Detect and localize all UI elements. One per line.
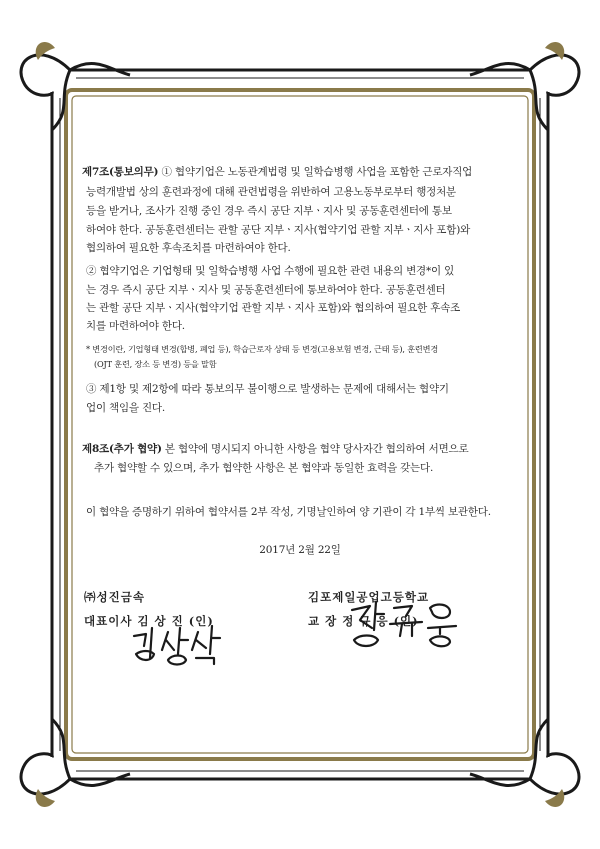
article7-para1-line: 하여야 한다. 공동훈련센터는 관할 공단 지부ㆍ지사(협약기업 관할 지부ㆍ지사 포함)와 (86, 224, 471, 236)
article8-line: 본 협약에 명시되지 아니한 사항을 협약 당사자간 협의하여 서면으로 (164, 443, 469, 455)
article7-para2-line: 치를 마련하여야 한다. (86, 320, 185, 332)
article7-para3-line: ③ 제1항 및 제2항에 따라 통보의무 불이행으로 발생하는 문제에 대해서는 협약기 (86, 383, 449, 395)
company-representative: 대표이사 김 상 진 (인) (84, 614, 214, 628)
article8-title: 제8조(추가 협약) (82, 443, 162, 455)
article7-para1-line: ① 협약기업은 노동관계법령 및 일학습병행 사업을 포함한 근로자직업 (161, 166, 473, 178)
agreement-date: 2017년 2월 22일 (259, 544, 341, 556)
article8-line-1 (82, 441, 468, 457)
article7-line-1 (82, 164, 472, 180)
article7-para2-line: 는 관할 공단 지부ㆍ지사(협약기업 관할 지부ㆍ지사 포함)와 협의하여 필요한 후속조 (86, 302, 461, 314)
company-name: ㈜성진금속 (84, 590, 145, 604)
article7-title: 제7조(통보의무) (82, 166, 159, 178)
article8-line: 추가 협약할 수 있으며, 추가 협약한 사항은 본 협약과 동일한 효력을 갖는다. (94, 462, 434, 474)
article7-para1-line: 협의하여 필요한 후속조치를 마련하여야 한다. (86, 242, 291, 254)
closing-statement: 이 협약을 증명하기 위하여 협약서를 2부 작성, 기명날인하여 양 기관이 각 1부씩 보관한다. (86, 506, 491, 518)
article7-para1-line: 등을 받거나, 조사가 진행 중인 경우 즉시 공단 지부ㆍ지사 및 공동훈련센터에 통보 (86, 205, 452, 217)
school-principal: 교 장 정 규 응 (인) (308, 614, 419, 628)
school-handwritten-signature (346, 596, 476, 652)
article7-para3-line: 업이 책임을 진다. (86, 402, 166, 414)
article7-para2-line: ② 협약기업은 기업형태 및 일학습병행 사업 수행에 필요한 관련 내용의 변경*이 있 (86, 265, 455, 277)
article7-note-line: (OJT 훈련, 장소 등 변경) 등을 말함 (94, 359, 217, 369)
article7-note-line: * 변경이란, 기업형태 변경(합병, 폐업 등), 학습근로자 상태 등 변경(고용보험 변경, 근태 등), 훈련변경 (86, 344, 439, 354)
school-name: 김포제일공업고등학교 (308, 590, 430, 604)
company-handwritten-signature (128, 620, 238, 668)
article7-para1-line: 능력개발법 상의 훈련과정에 대해 관련법령을 위반하여 고용노동부로부터 행정처분 (86, 186, 456, 198)
article7-para2-line: 는 경우 즉시 공단 지부ㆍ지사 및 공동훈련센터에 통보하여야 한다. 공동훈련센터 (86, 284, 446, 296)
